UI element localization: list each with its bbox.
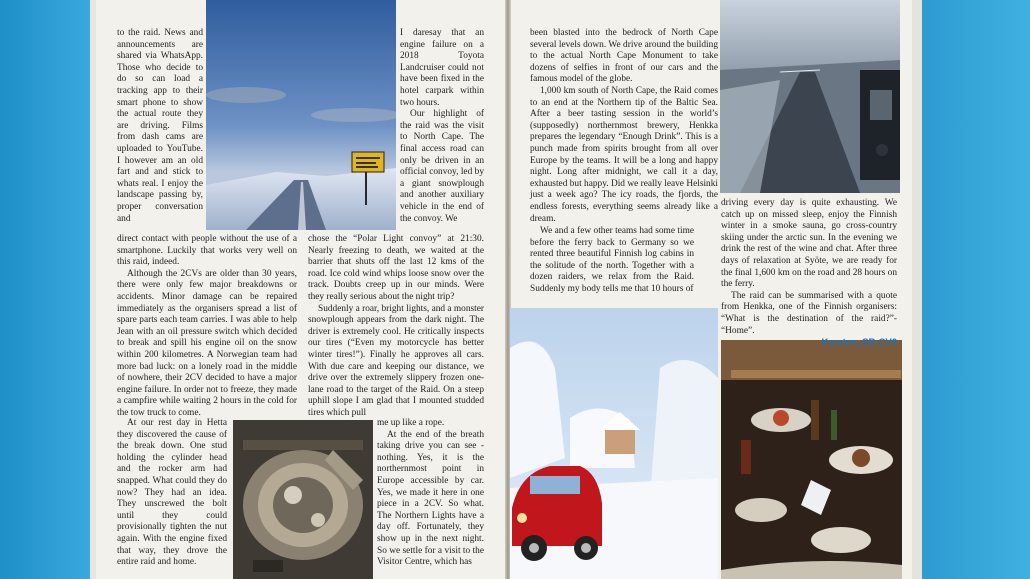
left-col1-top-text: to the raid. News and announcements are shared via WhatsApp. Those who decide to do so can load a tracking app to their smart phone to show the actual route they are driving. Films from dash cams are uploaded to YouTube. I however am an old fart and and stick to whats real. I enjoy the landscape passing by, proper conversation and <box>117 28 203 224</box>
photo-arctic-road <box>720 0 900 193</box>
right-col1-lower-text: We and a few other teams had some time before the ferry back to Germany so we rented three beautiful Finnish log cabins in the solitude of the north. Together with a dozen raiders, we relax from the Raid. Suddenly my body tells me that 10 hours of <box>530 226 694 294</box>
left-col1-bottom-text: At our rest day in Hetta they discovered the cause of the break down. One stud holding the cylinder head and the rocker arm had snapped. What could they do now? They had an idea. They unscrewed the bolt until they could provisionally tighten the nut again. With the engine fixed that way, they drove the entire raid and home. <box>117 418 227 568</box>
left-edge <box>0 0 90 579</box>
left-col1-wide-text: direct contact with people without the use of a smartphone. Luckily that works very well on this raid, indeed. Although the 2CVs are older than 30 years, there were only few major breakdowns or accidents. Minor damage can be repaired immediately as the organisers spread a list of spare parts each team carries. I was able to help Jean with an oil pressure switch which decided to break and spill his engine oil on the snow within 200 kilometres. A Norwegian team had more bad luck: on a lonely road in the middle of nowhere, their 2CV decided to have a major engine failure. In order not to freeze, they made a campfire while waiting 2 hours in the cold for the tow truck to come. <box>117 234 297 418</box>
photo-red-2cv-in-snow <box>510 308 718 579</box>
photo-dinner-table <box>721 340 902 579</box>
left-col2-bottom-text: me up like a rope. At the end of the breath taking drive you can see - nothing. Yes, it is the northernmost point in Europe accessible by car. Yes, we made it here in one piece in a 2CV. So what. The Northern Lights have a day off. Fortunately, they show up in the next night. So we settle for a visit to the Visitor Centre, which has <box>377 418 484 568</box>
left-col2-top-text: I daresay that an engine failure on a 2018 Toyota Landcruiser could not have been fixed in the hotel carpark within two hours. Our highlight of the raid was the visit to North Cape. The final access road can only be driven in an official convoy, led by a giant snowplough and another auxiliary vehicle in the end of the convoy. We <box>400 28 484 224</box>
right-edge <box>922 0 1030 579</box>
photo-snowy-road-sign <box>206 0 396 230</box>
right-col1-text: been blasted into the bedrock of North Cape several levels down. We drive around the building to the actual North Cape Monument to take dozens of selfies in front of our cars and the famous model of the globe. 1,000 km south of North Cape, the Raid comes to an end at the Northern tip of the Baltic Sea. After a beer tasting session in the world’s (supposedly) northernmost brewery, Henkka prepares the legendary “Enough Drink”. This is a punch made from spirits brought from all over Europe by the teams. It will be a long and happy night. Long after midnight, we call it a day, exhausted but happy. Did we really leave Helsinki just a week ago? The icy roads, the fjords, the endless forests, everything seems already like a dream. <box>530 28 718 224</box>
photo-engine-cylinder-head <box>233 420 373 579</box>
left-col2-wide-text: chose the “Polar Light convoy” at 21:30. Nearly freezing to death, we waited at the barrier that shuts off the last 12 kms of the road. Ice cold wind whips loose snow over the track. Doubts creep up in our minds. Were they really serious about the night trip? Suddenly a roar, bright lights, and a monster snowplough appears from the dark night. The driver is extremely cool. He critically inspects our tires (“Even my motorcycle has better winter tires!”). Finally he approves all cars. With due care and keeping our distance, we drive over the extremely slippery frozen one-lane road to the target of the Raid. On a steep uphill slope I am glad that I mounted studded tires which pull <box>308 234 484 418</box>
author-signature: Karsten, SB-CV6 <box>821 337 897 349</box>
right-col2-text: driving every day is quite exhausting. We catch up on missed sleep, enjoy the Finnish winter in a smoke sauna, go cross-country skiing under the arctic sun. In the evening we drink the rest of the wine and chat. After three days of relaxation at Syöte, we are ready for the final 1,600 km on the road and 28 hours on the ferry. The raid can be summarised with a quote from Henkka, one of the Finnish organisers: “What is the destination of the raid?”- “Home”. Karsten, SB-CV6 <box>721 198 897 349</box>
